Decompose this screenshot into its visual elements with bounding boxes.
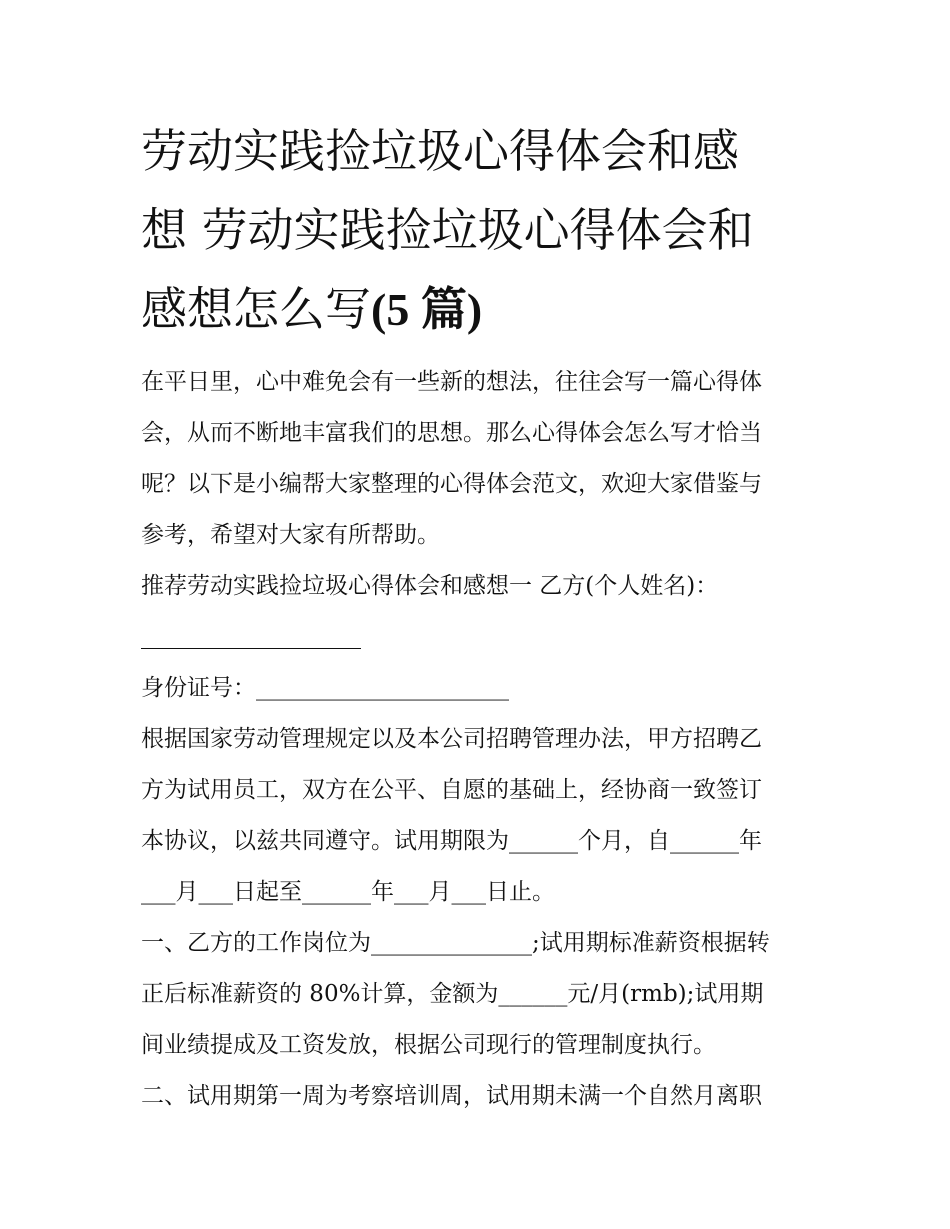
intro-line: 呢？以下是小编帮大家整理的心得体会范文，欢迎大家借鉴与: [141, 471, 762, 497]
paragraph-line: 根据国家劳动管理规定以及本公司招聘管理办法，甲方招聘乙: [141, 726, 762, 752]
intro-paragraph: [141, 357, 821, 561]
paragraph-line: 方为试用员工，双方在公平、自愿的基础上，经协商一致签订: [141, 777, 762, 803]
title-line-2: 想 劳动实践捡垃圾心得体会和: [141, 203, 754, 257]
paragraph-line: 二、试用期第一周为考察培训周，试用期未满一个自然月离职: [141, 1083, 762, 1109]
paragraph-line: 一、乙方的工作岗位为______________;试用期标准薪资根据转: [141, 930, 770, 956]
document-page: [141, 112, 821, 1122]
recommend-heading: 推荐劳动实践捡垃圾心得体会和感想一 乙方(个人姓名)：: [141, 573, 719, 599]
paragraph-line: 间业绩提成及工资发放，根据公司现行的管理制度执行。: [141, 1032, 716, 1058]
paragraph-2: [141, 918, 821, 1071]
name-blank-line: [141, 612, 821, 663]
title-line-3-suffix: (5 篇): [371, 284, 483, 335]
paragraph-line: 本协议，以兹共同遵守。试用期限为______个月，自______年: [141, 828, 762, 854]
paragraph-line: 正后标准薪资的 80%计算，金额为______元/月(rmb);试用期: [141, 981, 764, 1007]
name-underline: [141, 648, 361, 649]
paragraph-line: ___月___日起至______年___月___日止。: [141, 879, 555, 905]
intro-line: 会，从而不断地丰富我们的思想。那么心得体会怎么写才恰当: [141, 420, 762, 446]
title-line-1: 劳动实践捡垃圾心得体会和感: [141, 124, 739, 178]
title-line-3: [141, 270, 821, 349]
id-number-line: 身份证号：______________________: [141, 675, 509, 701]
paragraph-1: [141, 714, 821, 918]
title-line-3-text: 感想怎么写: [141, 282, 371, 336]
document-title: [141, 112, 821, 349]
intro-line: 在平日里，心中难免会有一些新的想法，往往会写一篇心得体: [141, 369, 762, 395]
intro-line: 参考，希望对大家有所帮助。: [141, 522, 440, 548]
paragraph-3: [141, 1071, 821, 1122]
